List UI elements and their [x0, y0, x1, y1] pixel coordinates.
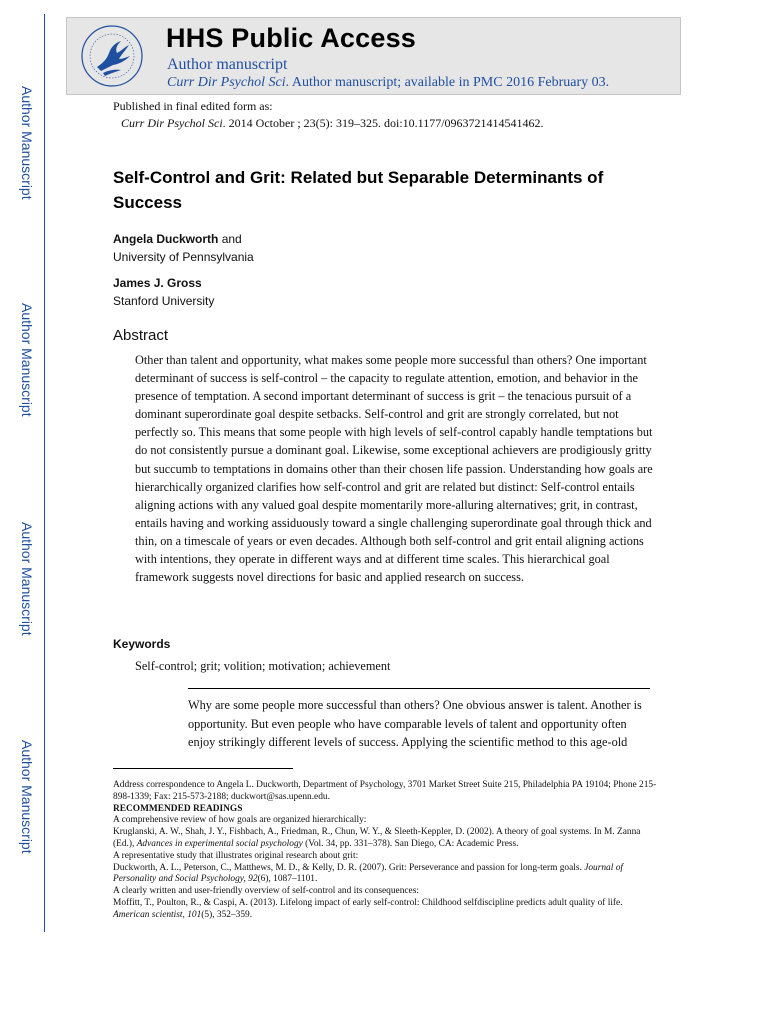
section-divider — [188, 688, 650, 689]
author-name: James J. Gross — [113, 276, 202, 290]
author-conjunction: and — [218, 232, 242, 246]
reading-reference — [113, 898, 658, 922]
published-citation — [113, 115, 544, 132]
reference-text: Kruglanski, A. W., Shah, J. Y., Fishbach, A., Friedman, R., Chun, W. Y., & Sleeth-Keppler, D. (2002). A theory of goal systems. In M. Zanna (Ed.), — [113, 827, 641, 849]
hhs-eagle-logo-icon — [79, 23, 145, 89]
correspondence-address: Address correspondence to Angela L. Duckworth, Department of Psychology, 3701 Market Street Suite 215, Philadelphia PA 19104; Phone 215-898-1339; Fax: 215-573-2188; duckwort@sas.upenn.edu. — [113, 780, 657, 802]
keywords-list: Self-control; grit; volition; motivation; achievement — [135, 659, 391, 673]
header-citation — [167, 75, 609, 91]
article-title: Self-Control and Grit: Related but Separable Determinants of Success — [113, 168, 604, 212]
footnote-divider — [113, 768, 293, 769]
author-name: Angela Duckworth — [113, 232, 219, 246]
sidebar-label-author-manuscript: Author Manuscript — [19, 303, 35, 417]
author-affiliation: Stanford University — [113, 294, 215, 308]
reading-intro: A representative study that illustrates original research about grit: — [113, 850, 359, 861]
reference-text: Duckworth, A. L., Peterson, C., Matthews, M. D., & Kelly, D. R. (2007). Grit: Perseverance and passion for long-term goals. — [113, 862, 585, 873]
reference-text: (6), 1087–1101. — [257, 874, 318, 885]
hhs-header — [66, 17, 681, 95]
sidebar-label-author-manuscript: Author Manuscript — [19, 86, 35, 200]
keywords-heading: Keywords — [113, 637, 171, 651]
sidebar-label-author-manuscript: Author Manuscript — [19, 522, 35, 636]
published-details: . 2014 October ; 23(5): 319–325. doi:10.1177/0963721414541462. — [222, 116, 544, 130]
hhs-title: HHS Public Access — [166, 23, 416, 53]
author-entry — [113, 230, 254, 266]
sidebar-label-author-manuscript: Author Manuscript — [19, 740, 35, 854]
reading-intro: A clearly written and user-friendly overview of self-control and its consequences: — [113, 886, 419, 897]
reference-text: (5), 352–359. — [201, 909, 253, 920]
sidebar-divider — [44, 14, 45, 932]
footnotes — [113, 780, 658, 922]
published-note — [113, 98, 544, 132]
reference-source: American scientist, 101 — [113, 909, 202, 920]
author-list — [113, 230, 254, 318]
recommended-readings-heading: RECOMMENDED READINGS — [113, 803, 243, 814]
author-affiliation: University of Pennsylvania — [113, 250, 254, 264]
author-entry — [113, 274, 254, 310]
author-manuscript-label: Author manuscript — [167, 56, 288, 73]
reading-reference — [113, 863, 658, 887]
reading-reference — [113, 827, 658, 851]
header-citation-journal: Curr Dir Psychol Sci — [167, 75, 286, 90]
reference-text: (Vol. 34, pp. 331–378). San Diego, CA: Academic Press. — [302, 838, 519, 849]
reference-text: Moffitt, T., Poulton, R., & Caspi, A. (2013). Lifelong impact of early self-control: Childhood selfdiscipline predicts adult quality of life. — [113, 897, 623, 908]
abstract-body: Other than talent and opportunity, what makes some people more successful than others? One important determinant of success is self-control – the capacity to regulate attention, emotion, and behavior in the presence of temptation. A second important determinant of success is grit – the tenacious pursuit of a dominant superordinate goal despite setbacks. Self-control and grit are strongly correlated, but not perfectly so. This means that some people with high levels of self-control capably handle temptations but do not consistently pursue a dominant goal. Likewise, some exceptional achievers are prodigiously gritty but succumb to temptations in domains other than their chosen life passion. Understanding how goals are hierarchically organized clarifies how self-control and grit are related but distinct: Self-control entails aligning actions with any valued goal despite momentarily more-alluring alternatives; grit, in contrast, entails having and working assiduously toward a single challenging superordinate goal through thick and thin, on a timescale of years or even decades. Although both self-control and grit entail aligning actions with intentions, they operate in different ways and at different time scales. This hierarchical goal framework suggests novel directions for basic and applied research on success. — [135, 353, 653, 585]
intro-paragraph: Why are some people more successful than others? One obvious answer is talent. Another is opportunity. But even people who have comparable levels of talent and opportunity often enjoy strikingly different levels of success. Applying the scientific method to this age-old — [188, 698, 642, 750]
published-label: Published in final edited form as: — [113, 99, 273, 113]
reading-intro: A comprehensive review of how goals are organized hierarchically: — [113, 815, 367, 826]
header-citation-text: . Author manuscript; available in PMC 2016 February 03. — [285, 75, 610, 90]
reference-source: Journal of Personality and Social Psychology, 92 — [113, 862, 623, 885]
reference-source: Advances in experimental social psychology — [136, 838, 303, 849]
published-journal: Curr Dir Psychol Sci — [121, 116, 223, 130]
abstract-heading: Abstract — [113, 327, 169, 344]
